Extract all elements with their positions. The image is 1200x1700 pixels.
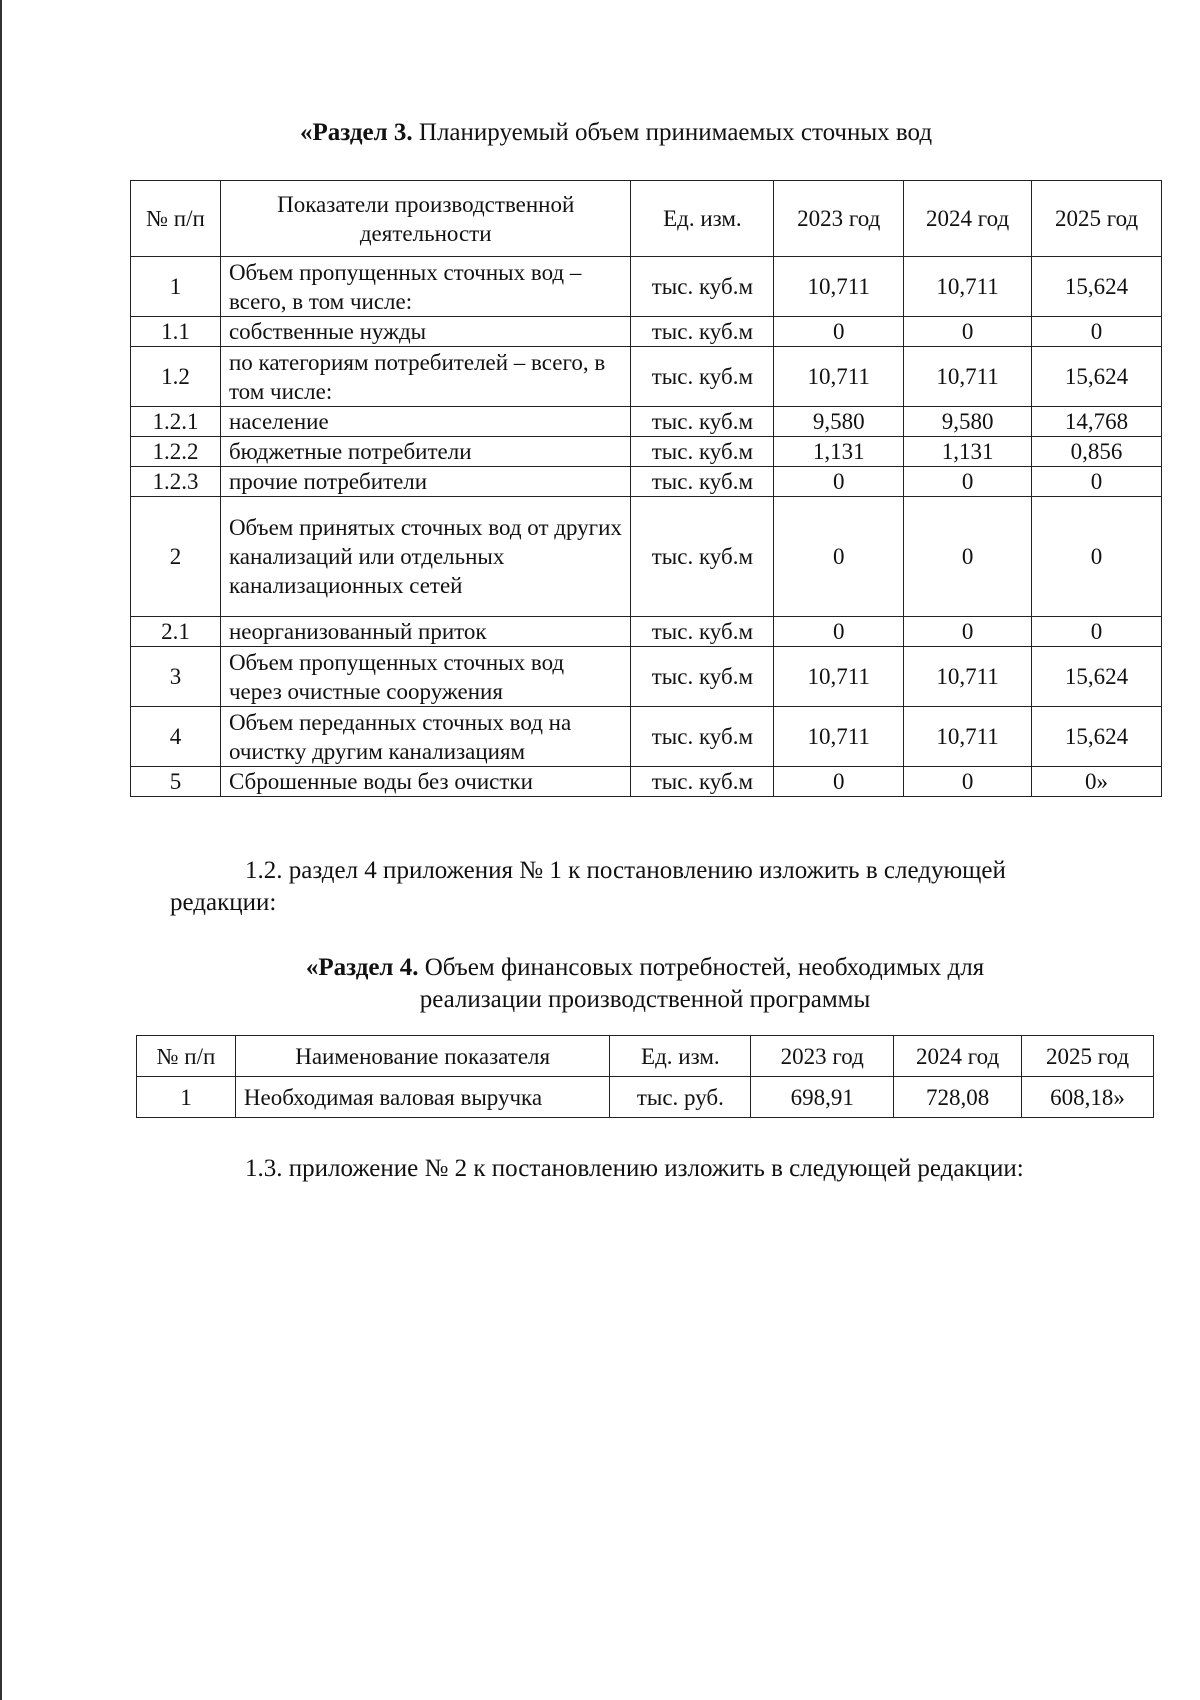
row-number-cell: 1.2.2 <box>131 437 221 467</box>
row-number-cell: 5 <box>131 767 221 797</box>
row-number-cell: 2 <box>131 497 221 617</box>
value-2025-cell: 0» <box>1032 767 1162 797</box>
row-number-cell: 1.2 <box>131 347 221 407</box>
value-2024-cell: 1,131 <box>904 437 1032 467</box>
header-cell: 2023 год <box>774 181 904 257</box>
table-row <box>131 647 1162 707</box>
value-2023-cell: 10,711 <box>774 647 904 707</box>
value-2025-cell: 15,624 <box>1032 257 1162 317</box>
value-2024-cell: 10,711 <box>904 707 1032 767</box>
section-3-title-bold: «Раздел 3. <box>300 119 413 146</box>
value-2024-cell: 728,08 <box>894 1077 1022 1118</box>
indicator-name-cell: население <box>220 407 631 437</box>
header-cell: Наименование показателя <box>235 1036 610 1077</box>
indicator-name-cell: бюджетные потребители <box>220 437 631 467</box>
value-2025-cell: 14,768 <box>1032 407 1162 437</box>
value-2023-cell: 0 <box>774 617 904 647</box>
unit-cell: тыс. куб.м <box>631 497 774 617</box>
unit-cell: тыс. куб.м <box>631 617 774 647</box>
value-2024-cell: 0 <box>904 317 1032 347</box>
table-row <box>131 617 1162 647</box>
section-4-title-text: Объем финансовых потребностей, необходимых для <box>418 954 985 981</box>
value-2024-cell: 0 <box>904 497 1032 617</box>
table-row <box>131 497 1162 617</box>
table-row <box>131 347 1162 407</box>
table-row <box>131 437 1162 467</box>
header-cell: 2025 год <box>1032 181 1162 257</box>
table-header-row <box>137 1036 1154 1077</box>
header-cell: 2023 год <box>751 1036 894 1077</box>
header-cell: Показатели производственной деятельности <box>220 181 631 257</box>
section-3-title <box>300 117 1060 149</box>
table-row <box>131 767 1162 797</box>
section-3-title-text: Планируемый объем принимаемых сточных вод <box>412 119 933 146</box>
indicator-name-cell: собственные нужды <box>220 317 631 347</box>
row-number-cell: 2.1 <box>131 617 221 647</box>
value-2025-cell: 0 <box>1032 497 1162 617</box>
paragraph-1-3: 1.3. приложение № 2 к постановлению изложить в следующей редакции: <box>245 1155 1024 1182</box>
unit-cell: тыс. куб.м <box>631 707 774 767</box>
unit-cell: тыс. куб.м <box>631 437 774 467</box>
row-number-cell: 1.2.1 <box>131 407 221 437</box>
table-row <box>131 317 1162 347</box>
section-4-title-line1 <box>130 952 1160 984</box>
value-2025-cell: 0 <box>1032 467 1162 497</box>
section-4-title-line2: реализации производственной программы <box>419 986 871 1013</box>
header-cell: 2025 год <box>1022 1036 1154 1077</box>
row-number-cell: 1 <box>137 1077 236 1118</box>
indicator-name-cell: неорганизованный приток <box>220 617 631 647</box>
value-2025-cell: 15,624 <box>1032 707 1162 767</box>
value-2024-cell: 0 <box>904 617 1032 647</box>
indicator-name-cell: по категориям потребителей – всего, в том числе: <box>220 347 631 407</box>
value-2023-cell: 10,711 <box>774 347 904 407</box>
header-cell: Ед. изм. <box>610 1036 751 1077</box>
header-cell: Ед. изм. <box>631 181 774 257</box>
value-2025-cell: 0,856 <box>1032 437 1162 467</box>
value-2025-cell: 0 <box>1032 617 1162 647</box>
indicator-name-cell: Объем переданных сточных вод на очистку другим канализациям <box>220 707 631 767</box>
value-2023-cell: 0 <box>774 767 904 797</box>
value-2023-cell: 10,711 <box>774 707 904 767</box>
indicator-name-cell: прочие потребители <box>220 467 631 497</box>
value-2023-cell: 0 <box>774 497 904 617</box>
value-2025-cell: 15,624 <box>1032 347 1162 407</box>
row-number-cell: 1 <box>131 257 221 317</box>
value-2024-cell: 0 <box>904 767 1032 797</box>
indicator-name-cell: Объем пропущенных сточных вод – всего, в том числе: <box>220 257 631 317</box>
value-2024-cell: 10,711 <box>904 347 1032 407</box>
value-2025-cell: 15,624 <box>1032 647 1162 707</box>
value-2023-cell: 1,131 <box>774 437 904 467</box>
value-2024-cell: 9,580 <box>904 407 1032 437</box>
unit-cell: тыс. куб.м <box>631 317 774 347</box>
paragraph-1-2-line1: 1.2. раздел 4 приложения № 1 к постановлению изложить в следующей <box>245 857 1006 884</box>
value-2025-cell: 0 <box>1032 317 1162 347</box>
section-3-table <box>130 180 1162 797</box>
section-4-title-bold: «Раздел 4. <box>305 954 419 981</box>
row-number-cell: 1.2.3 <box>131 467 221 497</box>
paragraph-1-2-line2: редакции: <box>170 889 277 916</box>
unit-cell: тыс. куб.м <box>631 467 774 497</box>
indicator-name-cell: Объем пропущенных сточных вод через очистные сооружения <box>220 647 631 707</box>
unit-cell: тыс. куб.м <box>631 647 774 707</box>
value-2024-cell: 10,711 <box>904 257 1032 317</box>
unit-cell: тыс. куб.м <box>631 407 774 437</box>
table-header-row <box>131 181 1162 257</box>
value-2023-cell: 0 <box>774 467 904 497</box>
value-2023-cell: 698,91 <box>751 1077 894 1118</box>
value-2024-cell: 0 <box>904 467 1032 497</box>
unit-cell: тыс. куб.м <box>631 257 774 317</box>
value-2023-cell: 10,711 <box>774 257 904 317</box>
row-number-cell: 1.1 <box>131 317 221 347</box>
table-row <box>131 467 1162 497</box>
header-cell: № п/п <box>137 1036 236 1077</box>
value-2025-cell: 608,18» <box>1022 1077 1154 1118</box>
header-cell: 2024 год <box>904 181 1032 257</box>
table-row <box>137 1077 1154 1118</box>
section-4-table <box>136 1035 1154 1118</box>
indicator-name-cell: Необходимая валовая выручка <box>235 1077 610 1118</box>
indicator-name-cell: Объем принятых сточных вод от других канализаций или отдельных канализационных сетей <box>220 497 631 617</box>
unit-cell: тыс. куб.м <box>631 347 774 407</box>
unit-cell: тыс. руб. <box>610 1077 751 1118</box>
table-row <box>131 707 1162 767</box>
header-cell: № п/п <box>131 181 221 257</box>
header-cell: 2024 год <box>894 1036 1022 1077</box>
value-2023-cell: 9,580 <box>774 407 904 437</box>
table-row <box>131 407 1162 437</box>
value-2023-cell: 0 <box>774 317 904 347</box>
indicator-name-cell: Сброшенные воды без очистки <box>220 767 631 797</box>
row-number-cell: 4 <box>131 707 221 767</box>
page-edge <box>0 0 2 1700</box>
table-row <box>131 257 1162 317</box>
section-4-title <box>130 952 1160 1016</box>
value-2024-cell: 10,711 <box>904 647 1032 707</box>
row-number-cell: 3 <box>131 647 221 707</box>
unit-cell: тыс. куб.м <box>631 767 774 797</box>
